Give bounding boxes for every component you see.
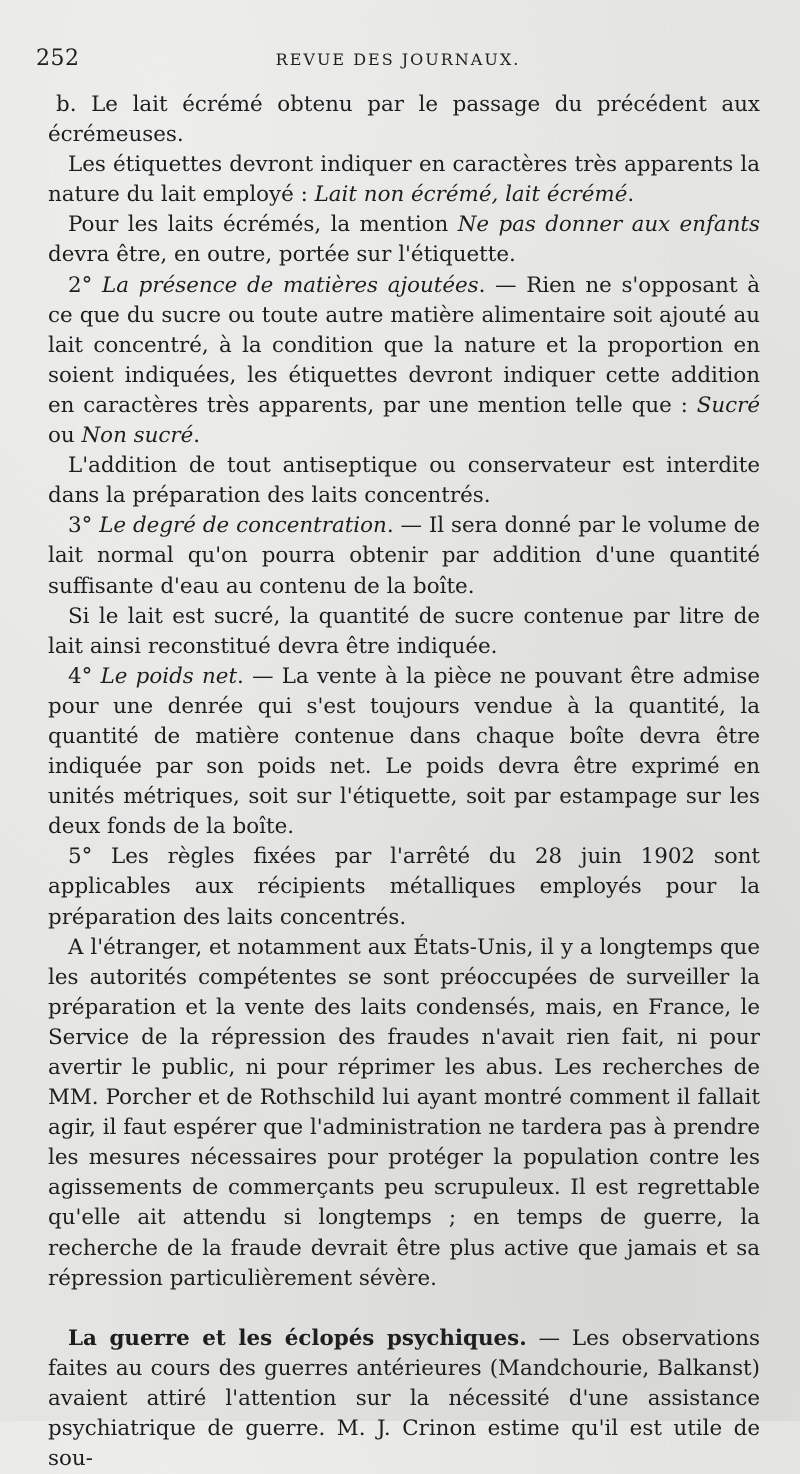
paragraph-labels — [48, 150, 760, 210]
paragraph-text: Si le lait est sucré, la quantité de sucre contenue par litre de lait ainsi reconstitué devra être indiquée. — [48, 603, 760, 659]
paragraph-net-weight — [48, 662, 760, 843]
paragraph-text: 3° — [68, 513, 100, 539]
section-text: — Les observations faites au cours des guerres antérieures (Mandchourie, Balkanst) avaient attiré l'attention sur la nécessité d'une assistance psychiatrique de guerre. M. J. Crinon estime qu'il est utile de sou- — [48, 1325, 760, 1472]
paragraph-text: A l'étranger, et notamment aux États-Unis, il y a longtemps que les autorités compétentes se sont préoccupées de surveiller la préparation et la vente des laits condensés, mais, en France, le Service de la répression des fraudes n'avait rien fait, ni pour avertir le public, ni pour réprimer les abus. Les recherches de MM. Porcher et de Rothschild lui ayant montré comment il fallait agir, il faut espérer que l'administration ne tardera pas à prendre les mesures nécessaires pour protéger la population contre les agissements de commerçants peu scrupuleux. Il est regrettable qu'elle ait attendu si longtemps ; en temps de guerre, la recherche de la fraude devrait être plus active que jamais et sa répression particulièrement sévère. — [48, 934, 760, 1291]
paragraph-text: 5° Les règles fixées par l'arrêté du 28 juin 1902 sont applicables aux récipients métalliques employés pour la préparation des laits concentrés. — [48, 844, 760, 930]
paragraph-text: devra être, en outre, portée sur l'étiquette. — [48, 242, 516, 268]
paragraph-added-matter — [48, 271, 760, 452]
paragraph-text: . — Rien ne s'opposant à ce que du sucre ou toute autre matière alimentaire soit ajouté au lait concentré, à la condition que la nature et la proportion en soient indiquées, les étiquettes devront indiquer cette addition en caractères très apparents, par une mention telle que : — [48, 272, 760, 418]
paragraph-text: . — [193, 423, 201, 449]
italic-term: La présence de matières ajoutées — [102, 272, 479, 298]
paragraph-text: L'addition de tout antiseptique ou conservateur est interdite dans la préparation des laits concentrés. — [48, 453, 760, 509]
paragraph-abroad — [48, 933, 760, 1294]
paragraph-concentration — [48, 511, 760, 601]
paragraph-text: . — La vente à la pièce ne pouvant être admise pour une denrée qui s'est toujours vendue à la quantité, la quantité de matière contenue dans chaque boîte devra être indiquée par son poids net. Le poids devra être exprimé en unités métriques, soit sur l'étiquette, soit par estampage sur les deux fonds de la boîte. — [48, 663, 761, 840]
paragraph-text: . — Il sera donné par le volume de lait normal qu'on pourra obtenir par addition d'une quantité suffisante d'eau au contenu de la boîte. — [48, 513, 760, 599]
running-title: REVUE DES JOURNAUX. — [275, 50, 521, 69]
italic-term: Lait non écrémé, lait écrémé — [314, 182, 628, 208]
body-text — [48, 90, 760, 1474]
paragraph-text: Pour les laits écrémés, la mention — [68, 212, 458, 238]
paragraph-antiseptic — [48, 451, 760, 511]
paragraph-text: 4° — [68, 663, 101, 689]
paragraph-text: b. Le lait écrémé obtenu par le passage du précédent aux écrémeuses. — [48, 92, 760, 148]
paragraph-skimmed-mention — [48, 210, 760, 270]
italic-term: Le degré de concentration — [99, 513, 387, 539]
italic-term: Ne pas donner aux enfants — [457, 212, 760, 238]
section-war-psychic — [48, 1324, 760, 1474]
italic-term: Sucré — [696, 392, 760, 418]
paragraph-rules — [48, 842, 760, 932]
page-header — [36, 46, 760, 76]
italic-term: Le poids net — [100, 663, 238, 689]
paragraph-text: Les étiquettes devront indiquer en caractères très apparents la nature du lait employé : — [48, 152, 760, 208]
page-number: 252 — [36, 46, 80, 71]
paragraph-text: . — [627, 182, 635, 208]
paragraph-text: 2° — [68, 272, 102, 298]
paragraph-skimmed-milk — [48, 90, 760, 150]
paragraph-text: ou — [48, 423, 82, 449]
section-title: La guerre et les éclopés psychiques. — [68, 1325, 527, 1351]
italic-term: Non sucré — [81, 423, 194, 449]
paragraph-sugar — [48, 602, 760, 662]
